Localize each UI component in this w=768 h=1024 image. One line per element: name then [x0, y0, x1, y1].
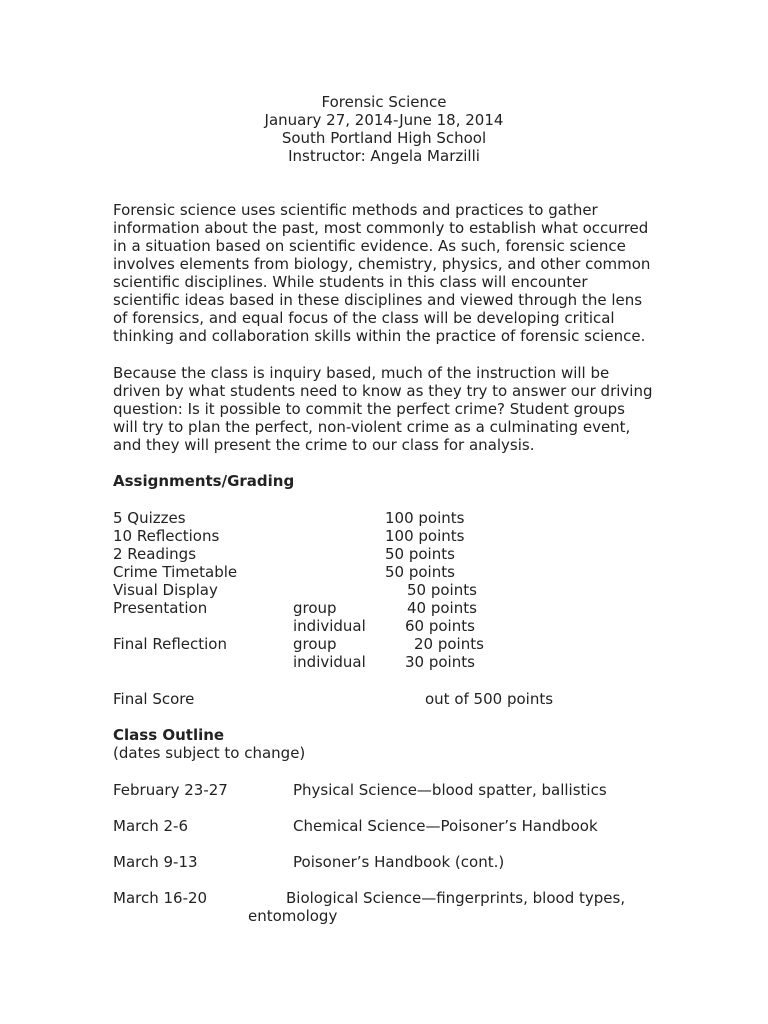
inquiry-line: Because the class is inquiry based, much of the instruction will be — [113, 364, 610, 382]
outline-topic: Physical Science—blood spatter, ballistics — [293, 781, 607, 799]
instructor-name: Instructor: Angela Marzilli — [288, 147, 480, 165]
course-title: Forensic Science — [321, 93, 447, 111]
assignment-name: 10 Reflections — [113, 527, 220, 545]
assignment-name: 2 Readings — [113, 545, 197, 563]
intro-line: scientific disciplines. While students in this class will encounter — [113, 273, 588, 291]
outline-topic: Poisoner’s Handbook (cont.) — [293, 853, 505, 871]
assignment-points: 40 points — [407, 599, 477, 617]
intro-line: of forensics, and equal focus of the class will be developing critical — [113, 309, 615, 327]
assignment-points: 50 points — [385, 545, 455, 563]
outline-topic: Chemical Science—Poisoner’s Handbook — [293, 817, 598, 835]
assignment-points: 100 points — [385, 527, 465, 545]
assignment-points: 60 points — [405, 617, 475, 635]
intro-line: information about the past, most commonly to establish what occurred — [113, 219, 649, 237]
outline-topic-continuation: entomology — [248, 907, 338, 925]
inquiry-line: and they will present the crime to our class for analysis. — [113, 436, 535, 454]
inquiry-line: driven by what students need to know as they try to answer our driving — [113, 382, 653, 400]
outline-dates: March 9-13 — [113, 853, 198, 871]
intro-line: in a situation based on scientific evidence. As such, forensic science — [113, 237, 626, 255]
outline-dates: February 23-27 — [113, 781, 228, 799]
assignment-subtype: group — [293, 635, 337, 653]
intro-paragraph — [113, 201, 673, 345]
assignment-points: 30 points — [405, 653, 475, 671]
assignment-name: 5 Quizzes — [113, 509, 186, 527]
assignment-points: 20 points — [414, 635, 484, 653]
outline-topic: Biological Science—fingerprints, blood types, — [286, 889, 626, 907]
outline-heading: Class Outline — [113, 726, 225, 744]
assignment-name: Presentation — [113, 599, 208, 617]
intro-line: Forensic science uses scientific methods and practices to gather — [113, 201, 598, 219]
intro-line: involves elements from biology, chemistry, physics, and other common — [113, 255, 651, 273]
assignment-subtype: individual — [293, 617, 366, 635]
inquiry-line: will try to plan the perfect, non-violent crime as a culminating event, — [113, 418, 631, 436]
school-name: South Portland High School — [281, 129, 487, 147]
outline-dates: March 16-20 — [113, 889, 208, 907]
intro-line: thinking and collaboration skills within the practice of forensic science. — [113, 327, 646, 345]
assignment-name: Crime Timetable — [113, 563, 238, 581]
assignment-points: 100 points — [385, 509, 465, 527]
assignment-name: Final Reflection — [113, 635, 227, 653]
intro-line: scientific ideas based in these disciplines and viewed through the lens — [113, 291, 643, 309]
final-score-value: out of 500 points — [425, 690, 554, 708]
inquiry-paragraph — [113, 364, 673, 454]
assignment-points: 50 points — [385, 563, 455, 581]
assignment-subtype: group — [293, 599, 337, 617]
outline-note: (dates subject to change) — [113, 744, 306, 762]
assignment-subtype: individual — [293, 653, 366, 671]
document-header — [0, 93, 768, 165]
inquiry-line: question: Is it possible to commit the perfect crime? Student groups — [113, 400, 625, 418]
assignment-points: 50 points — [407, 581, 477, 599]
assignment-name: Visual Display — [113, 581, 218, 599]
final-score-label: Final Score — [113, 690, 195, 708]
grading-heading: Assignments/Grading — [113, 472, 295, 490]
course-dates: January 27, 2014-June 18, 2014 — [264, 111, 504, 129]
outline-dates: March 2-6 — [113, 817, 188, 835]
